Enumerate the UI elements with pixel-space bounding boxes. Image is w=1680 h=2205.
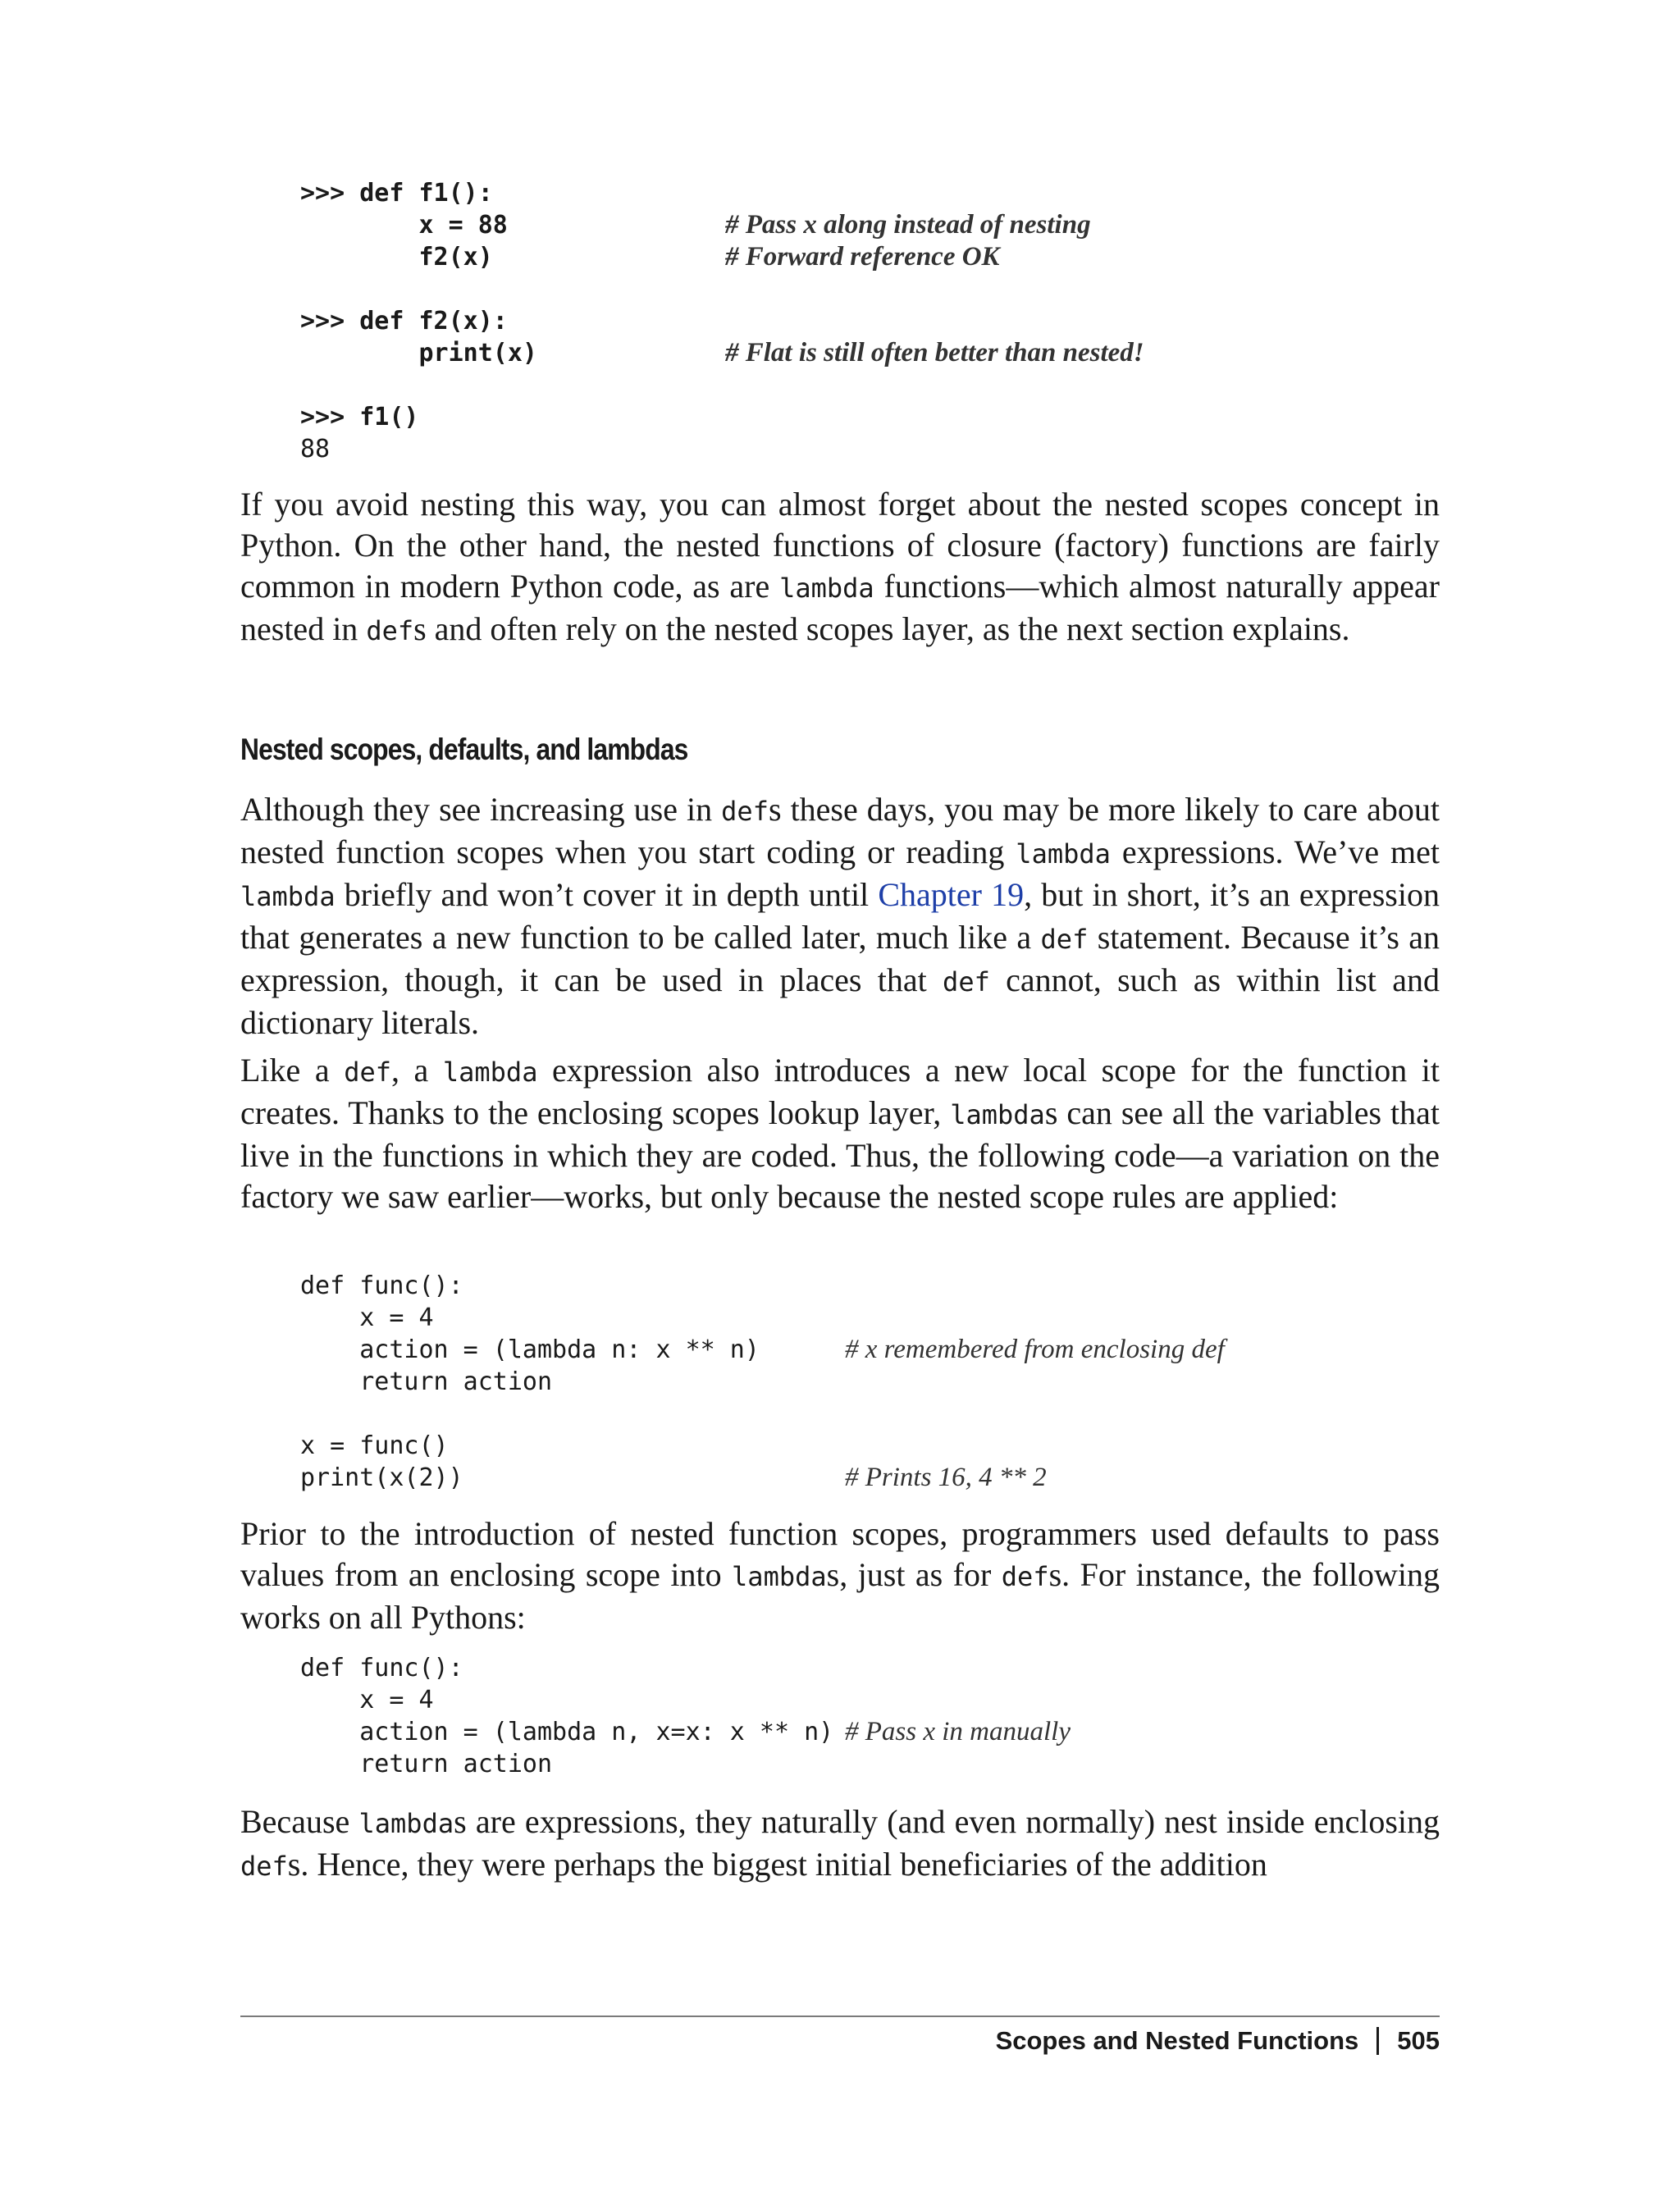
code-line: print(x(2)) # Prints 16, 4 ** 2 xyxy=(300,1463,1047,1492)
code-line: def func(): xyxy=(300,1271,463,1300)
footer-separator xyxy=(1376,2027,1379,2055)
paragraph: Although they see increasing use in defs these days, you may be more likely to care about nested function scopes when you start coding or reading lambda expressions. We’ve met lambda briefly and won’t cover it in depth until Chapter 19, but in short, it’s an expression that generates a new function to be called later, much like a def statement. Because it’s an expression, though, it can be used in places that def cannot, such as within list and dictionary literals. xyxy=(240,791,1440,1041)
code-comment: # Forward reference OK xyxy=(725,242,1000,272)
code-line: x = 88 # Pass x along instead of nesting xyxy=(300,210,1091,240)
section-heading: Nested scopes, defaults, and lambdas xyxy=(240,733,688,766)
code-line: f2(x) # Forward reference OK xyxy=(300,242,1000,272)
code-output-line: 88 xyxy=(300,435,331,463)
code-comment: # x remembered from enclosing def xyxy=(845,1335,1225,1364)
code-comment: # Pass x along instead of nesting xyxy=(725,210,1091,240)
code-line: return action xyxy=(300,1750,553,1778)
code-comment: # Pass x in manually xyxy=(845,1717,1071,1746)
code-line: return action xyxy=(300,1367,553,1396)
code-line: print(x) # Flat is still often better than nested! xyxy=(300,338,1144,368)
code-line: >>> f1() xyxy=(300,403,419,431)
code-line: x = func() xyxy=(300,1431,449,1460)
code-line: >>> def f2(x): xyxy=(300,307,508,336)
paragraph: Prior to the introduction of nested function scopes, programmers used defaults to pass values from an enclosing scope into lambdas, just as for defs. For instance, the following works on all Pythons: xyxy=(240,1515,1440,1636)
footer-rule xyxy=(240,2016,1440,2017)
code-line: x = 4 xyxy=(300,1686,434,1714)
footer-section-title: Scopes and Nested Functions xyxy=(995,2026,1359,2055)
code-block-lambda-closure xyxy=(300,1270,1225,1494)
code-line: def func(): xyxy=(300,1654,463,1682)
page-number: 505 xyxy=(1397,2026,1440,2055)
code-line: action = (lambda n, x=x: x ** n) # Pass x in manually xyxy=(300,1717,1071,1746)
code-block-nested-defs xyxy=(300,177,1144,465)
code-line: action = (lambda n: x ** n) # x remembered from enclosing def xyxy=(300,1335,1225,1364)
code-comment: # Prints 16, 4 ** 2 xyxy=(845,1463,1047,1492)
chapter-link[interactable]: Chapter 19 xyxy=(878,876,1025,913)
code-line: >>> def f1(): xyxy=(300,179,493,208)
paragraph: Like a def, a lambda expression also introduces a new local scope for the function it creates. Thanks to the enclosing scopes lookup layer, lambdas can see all the variables that live in the functions in which they are coded. Thus, the following code—a variation on the factory we saw earlier—works, but only because the nested scope rules are applied: xyxy=(240,1052,1440,1215)
page-footer xyxy=(996,2026,1440,2056)
code-line: x = 4 xyxy=(300,1303,434,1332)
code-comment: # Flat is still often better than nested! xyxy=(725,338,1144,368)
paragraph: Because lambdas are expressions, they naturally (and even normally) nest inside enclosing defs. Hence, they were perhaps the biggest initial beneficiaries of the addition xyxy=(240,1803,1440,1883)
code-block-lambda-defaults xyxy=(300,1652,1071,1780)
paragraph: If you avoid nesting this way, you can almost forget about the nested scopes concept in Python. On the other hand, the nested functions of closure (factory) functions are fairly common in modern Python code, as are lambda functions—which almost naturally appear nested in defs and often rely on the nested scopes layer, as the next section explains. xyxy=(240,486,1440,647)
